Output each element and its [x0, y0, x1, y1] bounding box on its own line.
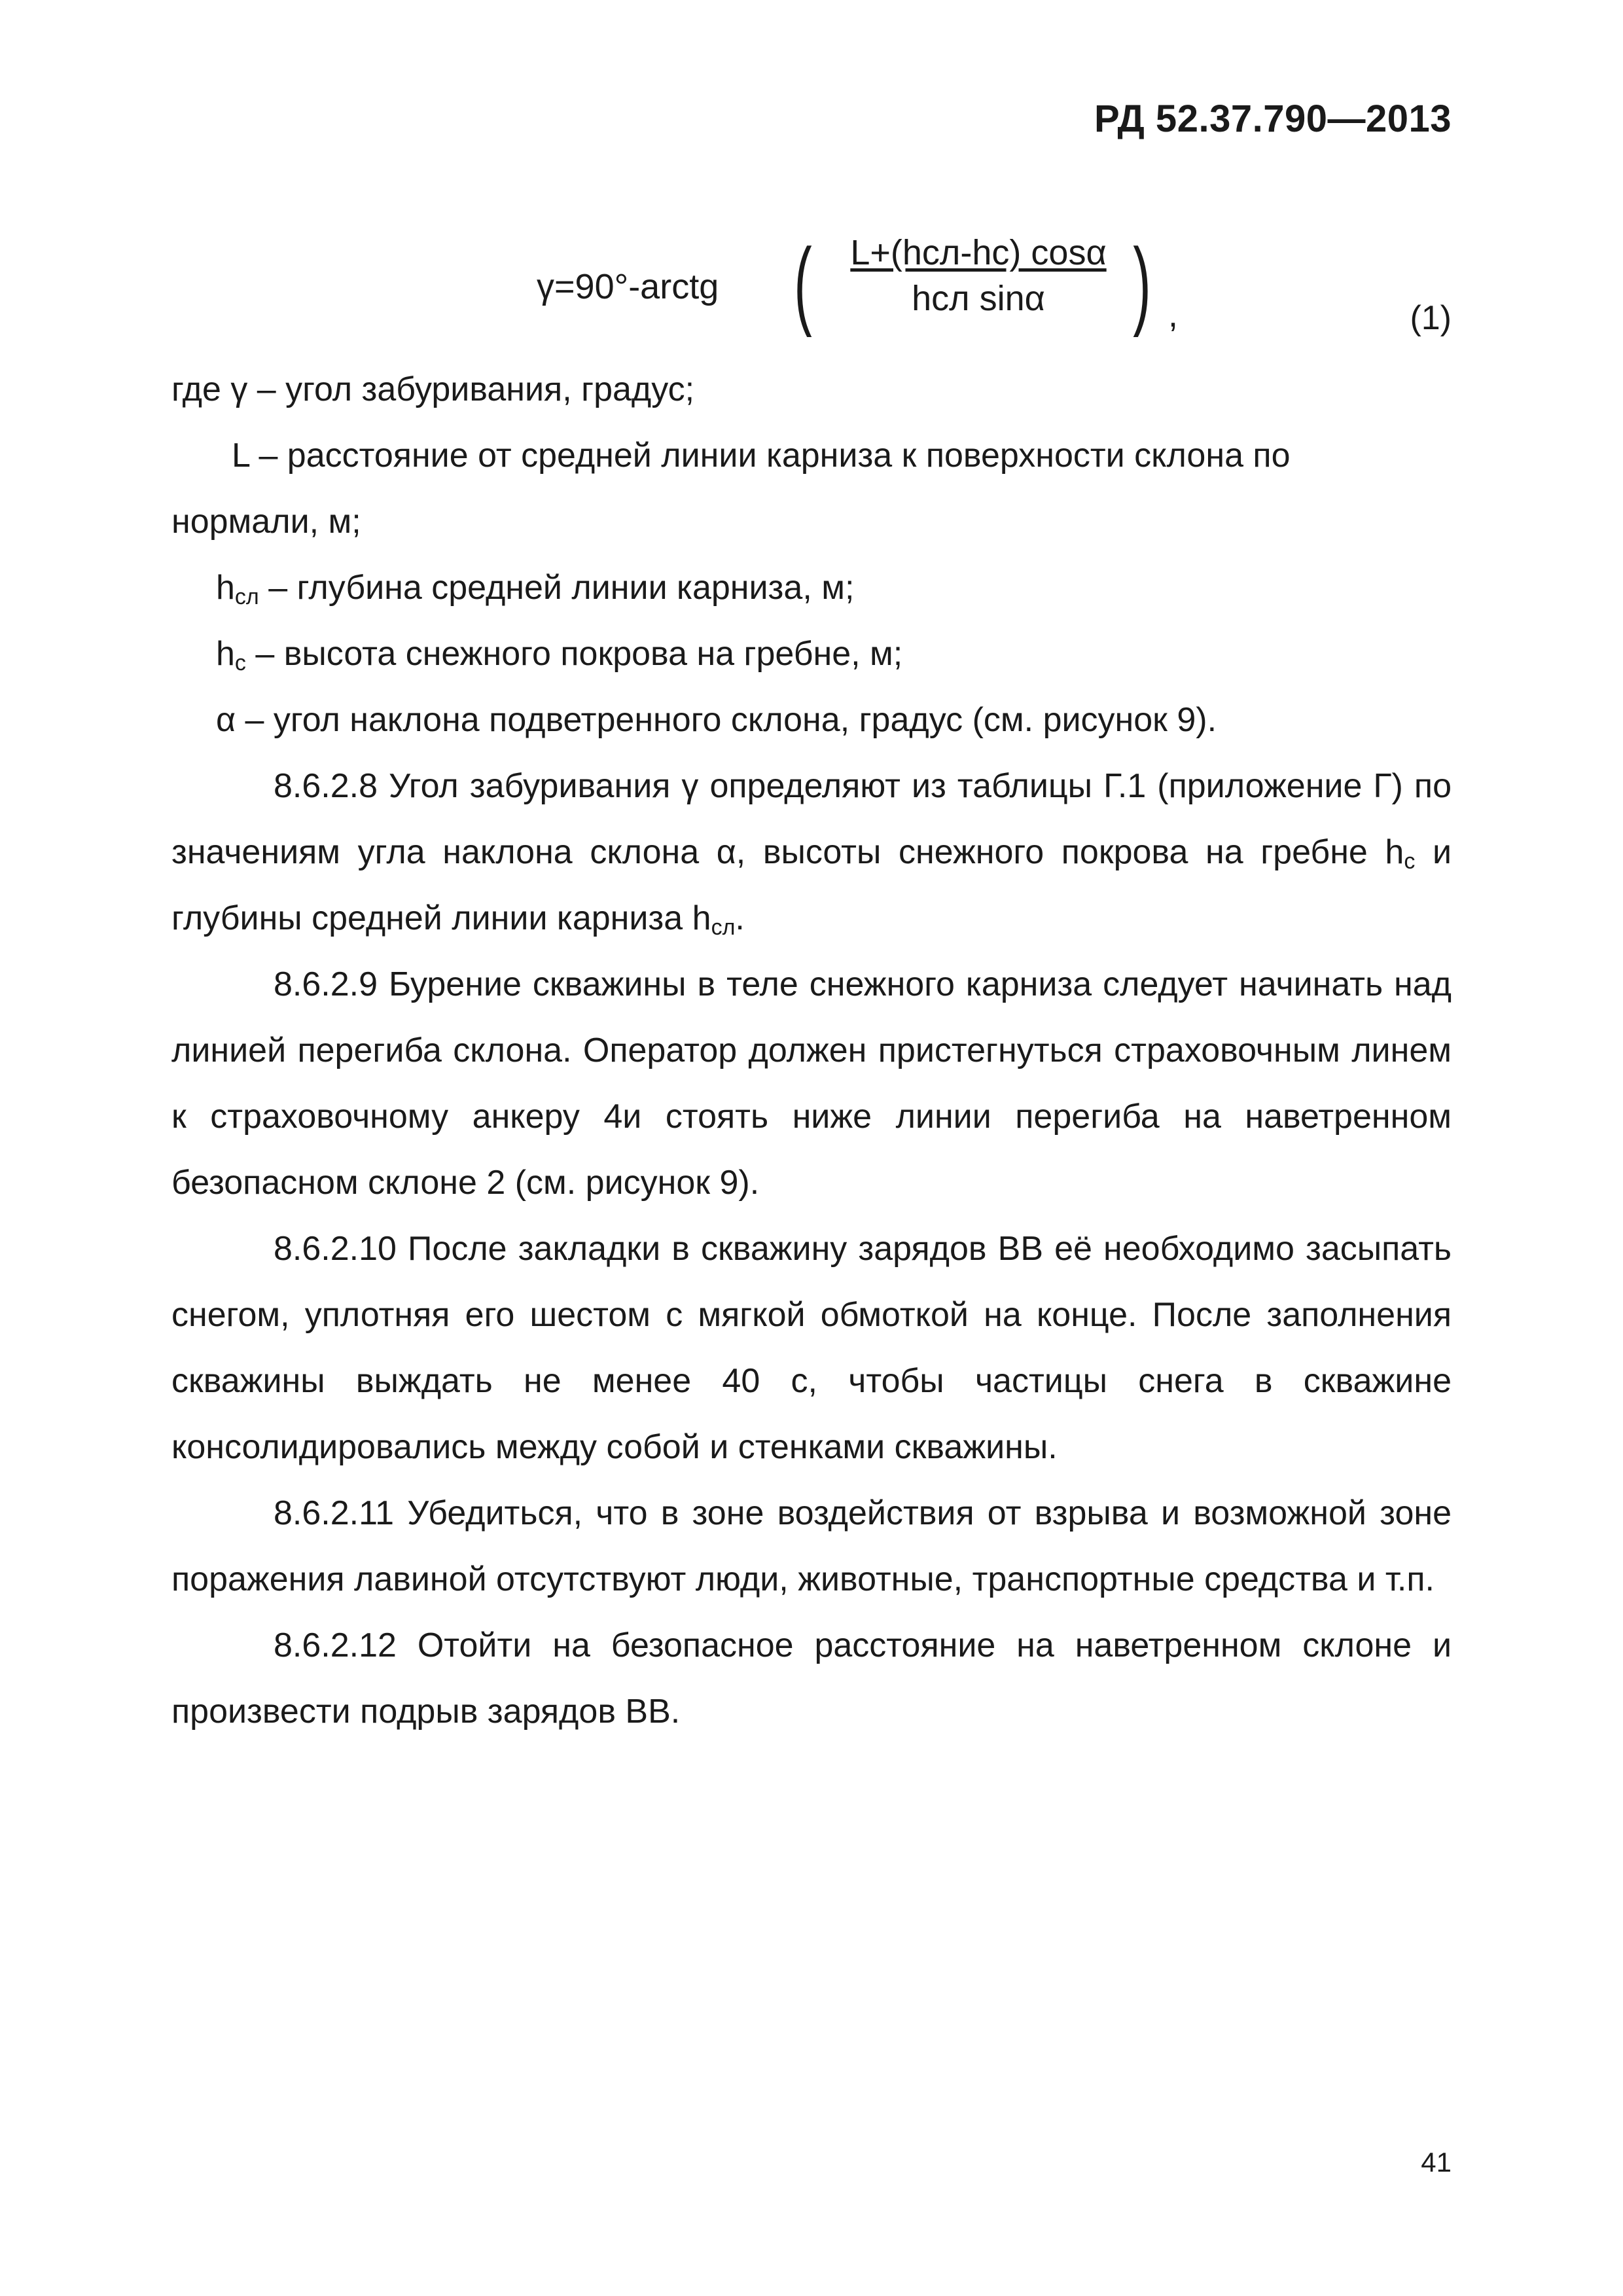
- hc-subscript: с: [234, 651, 246, 675]
- document-id: РД 52.37.790—2013: [1094, 98, 1452, 140]
- formula-numerator: L+(hсл-hс) cosα: [850, 233, 1107, 272]
- paragraph-8-6-2-9: 8.6.2.9 Бурение скважины в теле снежного карниза следует начинать над линией перегиба склона. Оператор должен пристегнуться страховочным линем к страховочному анкеру 4и стоять ниже линии перегиба на наветренном безопасном склоне 2 (см. рисунок 9).: [171, 965, 1452, 1202]
- page-number: 41: [1421, 2147, 1452, 2178]
- body-text: [171, 357, 1452, 1745]
- hc-text: – высота снежного покрова на гребне, м;: [245, 635, 903, 673]
- definition-L-line2: нормали, м;: [171, 503, 361, 541]
- definition-L-line1: L – расстояние от средней линии карниза к поверхности склона по: [232, 437, 1291, 475]
- paragraph-8-6-2-10: 8.6.2.10 После закладки в скважину зарядов ВВ её необходимо засыпать снегом, уплотняя его шестом с мягкой обмоткой на конце. После заполнения скважины выждать не менее 40 с, чтобы частицы снега в скважине консолидировались между собой и стенками скважины.: [171, 1230, 1452, 1466]
- hsl-text: – глубина средней линии карниза, м;: [259, 569, 855, 607]
- formula-paren-left: (: [794, 228, 812, 338]
- formula-lhs: γ=90°-arctg: [537, 267, 719, 306]
- hc-symbol: h: [216, 635, 235, 673]
- paragraph-8-6-2-11: 8.6.2.11 Убедиться, что в зоне воздействия от взрыва и возможной зоне поражения лавиной отсутствуют люди, животные, транспортные средства и т.п.: [171, 1494, 1452, 1598]
- formula: [537, 226, 1217, 357]
- definition-hsl: [171, 555, 1452, 621]
- paragraph-8-6-2-8: [171, 753, 1452, 952]
- formula-paren-right: ): [1133, 228, 1151, 338]
- formula-denominator: hсл sinα: [912, 279, 1045, 318]
- paragraph-8-6-2-8-sub-c: с: [1404, 849, 1416, 874]
- paragraph-8-6-2-8-text-a: 8.6.2.8 Угол забуривания γ определяют из таблицы Г.1 (приложение Г) по значениям угла наклона склона α, высоты снежного покрова на гребне h: [171, 767, 1452, 871]
- paragraph-8-6-2-8-end: .: [735, 899, 745, 937]
- hsl-subscript: сл: [234, 584, 259, 609]
- definition-hc: [171, 621, 1452, 687]
- equation-number: (1): [1410, 299, 1452, 337]
- hsl-symbol: h: [216, 569, 235, 607]
- definition-gamma: где γ – угол забуривания, градус;: [171, 370, 695, 408]
- paragraph-8-6-2-12: 8.6.2.12 Отойти на безопасное расстояние на наветренном склоне и произвести подрыв зарядов ВВ.: [171, 1626, 1452, 1731]
- formula-fraction: [825, 232, 1132, 319]
- formula-comma: ,: [1168, 295, 1179, 334]
- paragraph-8-6-2-8-text-b: и глубины средней линии карниза h: [171, 833, 1452, 937]
- paragraph-8-6-2-8-sub-sl: сл: [711, 915, 736, 940]
- definition-alpha: α – угол наклона подветренного склона, градус (см. рисунок 9).: [216, 701, 1217, 739]
